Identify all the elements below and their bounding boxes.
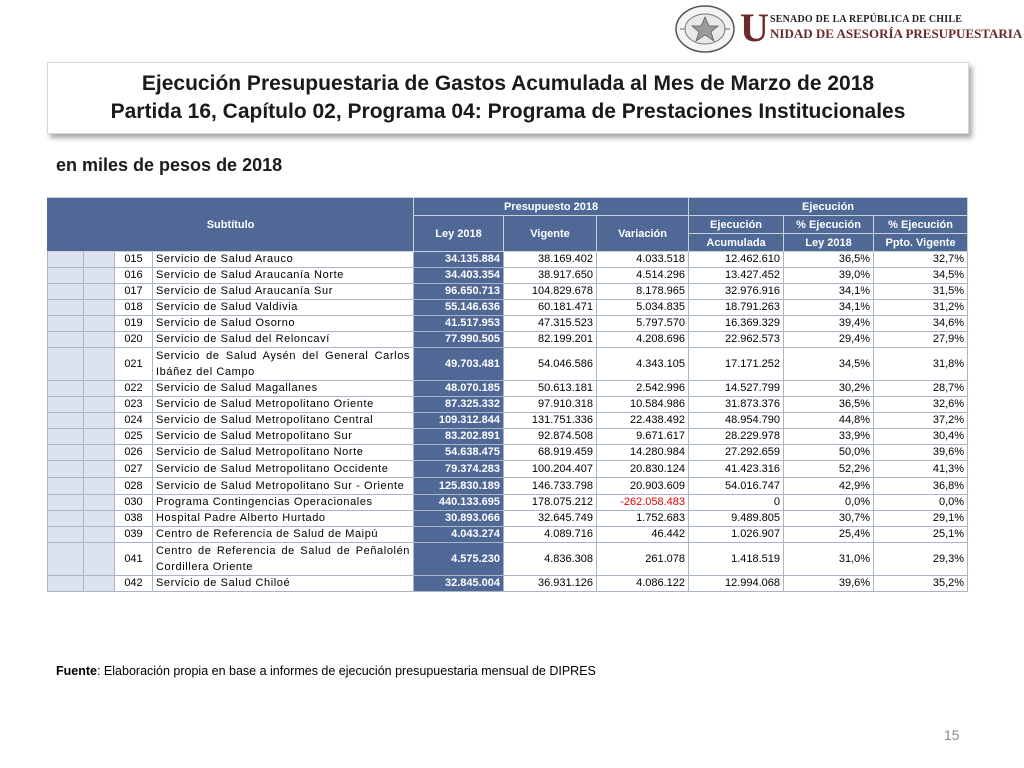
- table-row: [48, 397, 968, 413]
- table-row: [48, 511, 968, 527]
- row-blank-b: [84, 478, 115, 495]
- row-blank-a: [48, 332, 84, 348]
- table-row: [48, 268, 968, 284]
- row-pct-ley: 39,4%: [784, 316, 874, 332]
- row-name: Servicio de Salud Metropolitano Sur - Oriente: [153, 478, 414, 495]
- row-blank-b: [84, 413, 115, 429]
- row-ejecucion: 27.292.659: [689, 445, 784, 461]
- row-variacion: 8.178.965: [597, 284, 689, 300]
- row-blank-a: [48, 495, 84, 511]
- row-ley: 48.070.185: [414, 381, 504, 397]
- row-name: Servicio de Salud Valdivia: [153, 300, 414, 316]
- row-ejecucion: 18.791.263: [689, 300, 784, 316]
- row-name: Servicio de Salud Araucanía Norte: [153, 268, 414, 284]
- row-variacion: 4.086.122: [597, 576, 689, 592]
- logo-senate-text: SENADO DE LA REPÚBLICA DE CHILE: [770, 14, 963, 25]
- row-vigente: 38.169.402: [504, 252, 597, 268]
- row-blank-a: [48, 413, 84, 429]
- row-blank-a: [48, 445, 84, 461]
- row-variacion: 2.542.996: [597, 381, 689, 397]
- row-variacion: 1.752.683: [597, 511, 689, 527]
- table-row: [48, 332, 968, 348]
- row-name: Servicio de Salud del Reloncaví: [153, 332, 414, 348]
- row-pct-ley: 34,5%: [784, 348, 874, 381]
- row-blank-a: [48, 268, 84, 284]
- row-pct-ley: 30,7%: [784, 511, 874, 527]
- row-ley: 49.703.481: [414, 348, 504, 381]
- row-ley: 32.845.004: [414, 576, 504, 592]
- row-code: 027: [115, 461, 153, 478]
- row-blank-b: [84, 461, 115, 478]
- row-pct-vig: 34,6%: [874, 316, 968, 332]
- row-variacion: 20.830.124: [597, 461, 689, 478]
- row-variacion: 261.078: [597, 543, 689, 576]
- row-code: 030: [115, 495, 153, 511]
- row-ley: 55.146.636: [414, 300, 504, 316]
- row-pct-ley: 42,9%: [784, 478, 874, 495]
- row-variacion: 20.903.609: [597, 478, 689, 495]
- row-blank-a: [48, 429, 84, 445]
- row-blank-a: [48, 478, 84, 495]
- row-blank-b: [84, 300, 115, 316]
- header-pct-vig-1: % Ejecución: [874, 216, 968, 234]
- row-pct-vig: 31,5%: [874, 284, 968, 300]
- header-vigente: Vigente: [504, 216, 597, 252]
- row-ley: 41.517.953: [414, 316, 504, 332]
- row-code: 038: [115, 511, 153, 527]
- title-line-2: Partida 16, Capítulo 02, Programa 04: Programa de Prestaciones Institucionales: [110, 100, 906, 123]
- row-blank-b: [84, 332, 115, 348]
- header-ley: Ley 2018: [414, 216, 504, 252]
- row-name: Servicio de Salud Chiloé: [153, 576, 414, 592]
- senate-logo: [674, 4, 1023, 54]
- row-pct-ley: 39,6%: [784, 576, 874, 592]
- row-name: Servicio de Salud Metropolitano Oriente: [153, 397, 414, 413]
- title-box: [47, 62, 969, 134]
- row-vigente: 92.874.508: [504, 429, 597, 445]
- row-blank-a: [48, 381, 84, 397]
- row-code: 026: [115, 445, 153, 461]
- table-row: [48, 429, 968, 445]
- row-code: 039: [115, 527, 153, 543]
- header-pct-ley-2: Ley 2018: [784, 234, 874, 252]
- row-vigente: 4.836.308: [504, 543, 597, 576]
- row-variacion: 10.584.986: [597, 397, 689, 413]
- row-ejecucion: 22.962.573: [689, 332, 784, 348]
- row-vigente: 131.751.336: [504, 413, 597, 429]
- table-row: [48, 527, 968, 543]
- table-row: [48, 543, 968, 576]
- row-pct-ley: 52,2%: [784, 461, 874, 478]
- row-vigente: 50.613.181: [504, 381, 597, 397]
- header-variacion: Variación: [597, 216, 689, 252]
- row-ley: 83.202.891: [414, 429, 504, 445]
- units-subtitle: en miles de pesos de 2018: [56, 155, 283, 175]
- row-vigente: 68.919.459: [504, 445, 597, 461]
- row-variacion: 4.343.105: [597, 348, 689, 381]
- row-ejecucion: 12.462.610: [689, 252, 784, 268]
- row-ejecucion: 17.171.252: [689, 348, 784, 381]
- title-line-1: Ejecución Presupuestaria de Gastos Acumulada al Mes de Marzo de 2018: [141, 72, 875, 95]
- row-variacion: 46.442: [597, 527, 689, 543]
- row-pct-vig: 34,5%: [874, 268, 968, 284]
- page-number: 15: [944, 727, 960, 743]
- row-pct-vig: 32,7%: [874, 252, 968, 268]
- row-pct-ley: 39,0%: [784, 268, 874, 284]
- logo-initial: U: [740, 5, 769, 50]
- row-blank-a: [48, 397, 84, 413]
- row-ejecucion: 14.527.799: [689, 381, 784, 397]
- row-blank-a: [48, 543, 84, 576]
- row-code: 017: [115, 284, 153, 300]
- header-ejecucion: Ejecución: [689, 198, 968, 216]
- row-blank-a: [48, 252, 84, 268]
- row-pct-ley: 34,1%: [784, 284, 874, 300]
- header-subtitulo: Subtítulo: [48, 198, 414, 252]
- table-row: [48, 576, 968, 592]
- table-row: [48, 316, 968, 332]
- row-vigente: 47.315.523: [504, 316, 597, 332]
- row-blank-b: [84, 381, 115, 397]
- row-pct-vig: 35,2%: [874, 576, 968, 592]
- row-ley: 96.650.713: [414, 284, 504, 300]
- row-code: 022: [115, 381, 153, 397]
- row-vigente: 97.910.318: [504, 397, 597, 413]
- row-variacion: 9.671.617: [597, 429, 689, 445]
- row-ejecucion: 1.026.907: [689, 527, 784, 543]
- row-vigente: 104.829.678: [504, 284, 597, 300]
- row-pct-vig: 41,3%: [874, 461, 968, 478]
- row-pct-ley: 44,8%: [784, 413, 874, 429]
- row-ley: 4.043.274: [414, 527, 504, 543]
- row-ejecucion: 28.229.978: [689, 429, 784, 445]
- row-pct-vig: 29,3%: [874, 543, 968, 576]
- row-ejecucion: 0: [689, 495, 784, 511]
- row-ejecucion: 16.369.329: [689, 316, 784, 332]
- row-variacion: 4.033.518: [597, 252, 689, 268]
- row-ley: 125.830.189: [414, 478, 504, 495]
- senate-seal-icon: [674, 4, 736, 54]
- row-blank-b: [84, 543, 115, 576]
- row-code: 020: [115, 332, 153, 348]
- table-row: [48, 300, 968, 316]
- row-pct-vig: 31,8%: [874, 348, 968, 381]
- row-name: Centro de Referencia de Salud de Maipú: [153, 527, 414, 543]
- row-pct-vig: 39,6%: [874, 445, 968, 461]
- row-pct-ley: 50,0%: [784, 445, 874, 461]
- row-ley: 54.638.475: [414, 445, 504, 461]
- row-vigente: 82.199.201: [504, 332, 597, 348]
- row-ley: 30.893.066: [414, 511, 504, 527]
- row-vigente: 100.204.407: [504, 461, 597, 478]
- row-pct-ley: 29,4%: [784, 332, 874, 348]
- row-blank-b: [84, 316, 115, 332]
- row-pct-vig: 30,4%: [874, 429, 968, 445]
- row-name: Servicio de Salud Osorno: [153, 316, 414, 332]
- row-vigente: 54.046.586: [504, 348, 597, 381]
- row-name: Hospital Padre Alberto Hurtado: [153, 511, 414, 527]
- row-blank-b: [84, 527, 115, 543]
- budget-table: [47, 197, 968, 592]
- row-code: 024: [115, 413, 153, 429]
- row-ley: 34.403.354: [414, 268, 504, 284]
- row-code: 025: [115, 429, 153, 445]
- row-vigente: 146.733.798: [504, 478, 597, 495]
- row-ejecucion: 41.423.316: [689, 461, 784, 478]
- table-body: [48, 252, 968, 592]
- table-row: [48, 284, 968, 300]
- row-name: Servicio de Salud Arauco: [153, 252, 414, 268]
- row-ley: 109.312.844: [414, 413, 504, 429]
- row-name: Centro de Referencia de Salud de Peñalolén Cordillera Oriente: [153, 543, 414, 576]
- row-ley: 79.374.283: [414, 461, 504, 478]
- row-pct-vig: 0,0%: [874, 495, 968, 511]
- row-blank-b: [84, 397, 115, 413]
- header-presupuesto: Presupuesto 2018: [414, 198, 689, 216]
- table-row: [48, 461, 968, 478]
- header-pct-vig-2: Ppto. Vigente: [874, 234, 968, 252]
- header-ejec-acum-2: Acumulada: [689, 234, 784, 252]
- row-pct-ley: 36,5%: [784, 397, 874, 413]
- row-name: Servicio de Salud Metropolitano Sur: [153, 429, 414, 445]
- row-blank-b: [84, 284, 115, 300]
- row-blank-b: [84, 445, 115, 461]
- row-pct-vig: 25,1%: [874, 527, 968, 543]
- table-row: [48, 252, 968, 268]
- row-variacion: 4.208.696: [597, 332, 689, 348]
- row-blank-a: [48, 348, 84, 381]
- row-vigente: 38.917.650: [504, 268, 597, 284]
- row-vigente: 32.645.749: [504, 511, 597, 527]
- row-ejecucion: 48.954.790: [689, 413, 784, 429]
- row-name: Servicio de Salud Metropolitano Occidente: [153, 461, 414, 478]
- row-pct-vig: 27,9%: [874, 332, 968, 348]
- table-row: [48, 381, 968, 397]
- row-vigente: 60.181.471: [504, 300, 597, 316]
- row-ley: 87.325.332: [414, 397, 504, 413]
- row-pct-ley: 31,0%: [784, 543, 874, 576]
- row-pct-ley: 25,4%: [784, 527, 874, 543]
- row-code: 016: [115, 268, 153, 284]
- row-vigente: 178.075.212: [504, 495, 597, 511]
- row-pct-vig: 28,7%: [874, 381, 968, 397]
- row-blank-b: [84, 576, 115, 592]
- footnote-label: Fuente: [56, 664, 97, 678]
- row-blank-a: [48, 527, 84, 543]
- row-code: 023: [115, 397, 153, 413]
- row-blank-a: [48, 461, 84, 478]
- row-ley: 4.575.230: [414, 543, 504, 576]
- table-row: [48, 413, 968, 429]
- row-name: Servicio de Salud Metropolitano Central: [153, 413, 414, 429]
- row-pct-ley: 34,1%: [784, 300, 874, 316]
- row-ejecucion: 54.016.747: [689, 478, 784, 495]
- row-variacion: 22.438.492: [597, 413, 689, 429]
- table-row: [48, 348, 968, 381]
- row-code: 041: [115, 543, 153, 576]
- row-variacion: 14.280.984: [597, 445, 689, 461]
- row-name: Servicio de Salud Araucanía Sur: [153, 284, 414, 300]
- row-ejecucion: 9.489.805: [689, 511, 784, 527]
- row-pct-vig: 36,8%: [874, 478, 968, 495]
- row-pct-ley: 30,2%: [784, 381, 874, 397]
- row-ejecucion: 12.994.068: [689, 576, 784, 592]
- row-blank-a: [48, 576, 84, 592]
- row-variacion: 5.034.835: [597, 300, 689, 316]
- header-ejec-acum-1: Ejecución: [689, 216, 784, 234]
- row-ejecucion: 31.873.376: [689, 397, 784, 413]
- row-blank-b: [84, 495, 115, 511]
- row-name: Programa Contingencias Operacionales: [153, 495, 414, 511]
- row-code: 028: [115, 478, 153, 495]
- row-ejecucion: 32.976.916: [689, 284, 784, 300]
- row-blank-a: [48, 511, 84, 527]
- row-blank-b: [84, 252, 115, 268]
- row-ejecucion: 1.418.519: [689, 543, 784, 576]
- row-pct-vig: 32,6%: [874, 397, 968, 413]
- row-code: 042: [115, 576, 153, 592]
- table-row: [48, 495, 968, 511]
- row-variacion: 4.514.296: [597, 268, 689, 284]
- row-blank-b: [84, 348, 115, 381]
- row-code: 019: [115, 316, 153, 332]
- row-blank-b: [84, 429, 115, 445]
- row-ejecucion: 13.427.452: [689, 268, 784, 284]
- row-pct-ley: 36,5%: [784, 252, 874, 268]
- row-name: Servicio de Salud Aysén del General Carlos Ibáñez del Campo: [153, 348, 414, 381]
- row-blank-a: [48, 316, 84, 332]
- row-pct-ley: 0,0%: [784, 495, 874, 511]
- row-variacion: 5.797.570: [597, 316, 689, 332]
- row-pct-vig: 37,2%: [874, 413, 968, 429]
- source-footnote: [56, 664, 596, 678]
- row-blank-a: [48, 284, 84, 300]
- row-code: 015: [115, 252, 153, 268]
- row-ley: 440.133.695: [414, 495, 504, 511]
- row-name: Servicio de Salud Magallanes: [153, 381, 414, 397]
- row-pct-ley: 33,9%: [784, 429, 874, 445]
- row-code: 021: [115, 348, 153, 381]
- table-row: [48, 445, 968, 461]
- row-ley: 34.135.884: [414, 252, 504, 268]
- row-pct-vig: 29,1%: [874, 511, 968, 527]
- row-ley: 77.990.505: [414, 332, 504, 348]
- header-pct-ley-1: % Ejecución: [784, 216, 874, 234]
- row-vigente: 36.931.126: [504, 576, 597, 592]
- row-blank-b: [84, 268, 115, 284]
- logo-unit-text: NIDAD DE ASESORÍA PRESUPUESTARIA: [770, 26, 1023, 41]
- row-variacion: -262.058.483: [597, 495, 689, 511]
- footnote-text: : Elaboración propia en base a informes de ejecución presupuestaria mensual de DIPRES: [96, 664, 596, 678]
- row-blank-b: [84, 511, 115, 527]
- table-row: [48, 478, 968, 495]
- row-name: Servicio de Salud Metropolitano Norte: [153, 445, 414, 461]
- row-vigente: 4.089.716: [504, 527, 597, 543]
- row-pct-vig: 31,2%: [874, 300, 968, 316]
- row-blank-a: [48, 300, 84, 316]
- row-code: 018: [115, 300, 153, 316]
